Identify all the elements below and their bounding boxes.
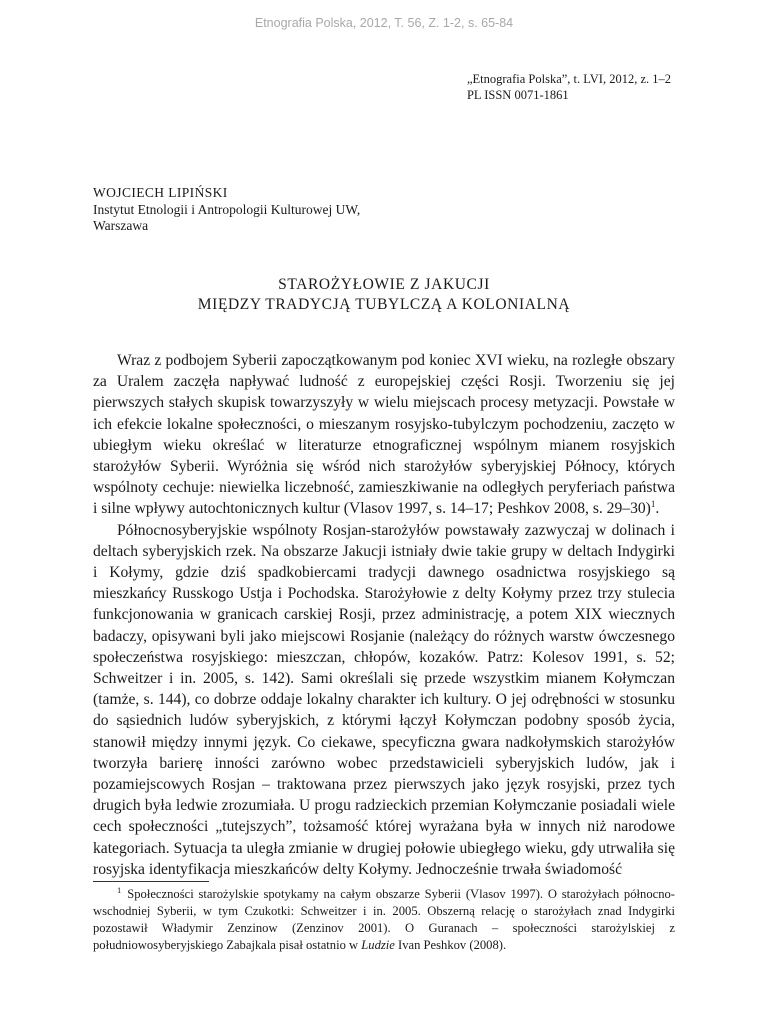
footnote-text-end: Ivan Peshkov (2008). (394, 938, 507, 952)
author-affiliation: Instytut Etnologii i Antropologii Kulturowej UW, (93, 201, 361, 217)
author-city: Warszawa (93, 218, 149, 233)
title-line-2: MIĘDZY TRADYCJĄ TUBYLCZĄ A KOLONIALNĄ (197, 296, 571, 313)
journal-citation: „Etnografia Polska”, t. LVI, 2012, z. 1–2 (466, 72, 671, 86)
article-body (93, 350, 675, 880)
title-line-1: STAROŻYŁOWIE Z JAKUCJI (278, 276, 490, 293)
paragraph-1-text: Wraz z podbojem Syberii zapoczątkowanym pod koniec XVI wieku, na rozległe obszary za Uralem zaczęła napływać ludność z europejskiej części Rosji. Tworzeniu się jej pierwszych stałych skupisk towarzyszyły w wielu miejscach procesy metyzacji. Powstałe w ich efekcie lokalne społeczności, o mieszanym rosyjsko-tubylczym pochodzeniu, zaczęto w ubiegłym wieku określać w literaturze etnograficznej wspólnym mianem rosyjskich starożyłów Syberii. Wyróżnia się wśród nich starożyłów syberyjskiej Północy, których wspólnoty cechuje: niewielka liczebność, zamieszkiwanie na odległych peryferiach państwa i silne wpływy autochtonicznych kultur (Vlasov 1997, s. 14–17; Peshkov 2008, s. 29–30) (93, 352, 675, 518)
paragraph-2: Północnosyberyjskie wspólnoty Rosjan-starożyłów powstawały zazwyczaj w dolinach i deltach syberyjskich rzek. Na obszarze Jakucji istniały dwie takie grupy w deltach Indygirki i Kołymy, gdzie dziś spadkobiercami tradycji dawnego osadnictwa rosyjskiego są mieszkańcy Russkogo Ustja i Pochodska. Starożyłowie z delty Kołymy przez trzy stulecia funkcjonowania w granicach carskiej Rosji, przez administrację, a potem XIX wiecznych badaczy, opisywani byli jako miejscowi Rosjanie (należący do różnych warstw ówczesnego społeczeństwa rosyjskiego: mieszczan, chłopów, kozaków. Patrz: Kolesov 1991, s. 52; Schweitzer i in. 2005, s. 142). Sami określali się przede wszystkim mianem Kołymczan (tamże, s. 144), co dobrze oddaje lokalny charakter ich kultury. O jej odrębności w stosunku do sąsiednich ludów syberyjskich, z którymi łączył Kołymczan podobny sposób życia, stanowił między innymi język. Co ciekawe, specyficzna gwara nadkołymskich starożyłów tworzyła barierę inności zarówno wobec przedstawicieli syberyjskich ludów, jak i pozamiejscowych Rosjan – traktowana przez pierwszych jako język rosyjski, przez tych drugich była ledwie zrozumiała. U progu radzieckich przemian Kołymczanie posiadali wiele cech społeczności „tutejszych”, tożsamość której wyrażana była w innych niż narodowe kategoriach. Sytuacja ta uległa zmianie w drugiej połowie ubiegłego wieku, gdy utrwaliła się rosyjska identyfikacja mieszkańców delty Kołymy. Jednocześnie trwała świadomość (93, 521, 675, 878)
footnote (93, 886, 675, 954)
footnote-1 (93, 886, 675, 954)
author-block (93, 185, 360, 235)
footnote-italic-title: Ludzie (361, 938, 395, 952)
journal-info (467, 71, 671, 103)
footnote-text: Społeczności starożylskie spotykamy na całym obszarze Syberii (Vlasov 1997). O starożyłach północno-wschodniej Syberii, w tym Czukotki: Schweitzer i in. 2005. Obszerną relację o starożyłach znad Indygirki pozostawił Władymir Zenzinow (Zenzinov 2001). O Guranach – społeczności starożylskiej z południowosyberyjskiego Zabajkala pisał ostatnio w (93, 887, 675, 952)
footnote-reference[interactable]: 1 (650, 499, 656, 510)
running-header: Etnografia Polska, 2012, T. 56, Z. 1-2, s. 65-84 (254, 16, 514, 30)
paragraph-1-end: . (655, 500, 660, 518)
article-title (93, 275, 675, 315)
footnote-divider (93, 881, 209, 882)
author-name: WOJCIECH LIPIŃSKI (93, 185, 228, 200)
footnote-marker: 1 (117, 884, 122, 895)
journal-issn: PL ISSN 0071-1861 (466, 88, 569, 102)
paragraph-1 (93, 350, 675, 520)
